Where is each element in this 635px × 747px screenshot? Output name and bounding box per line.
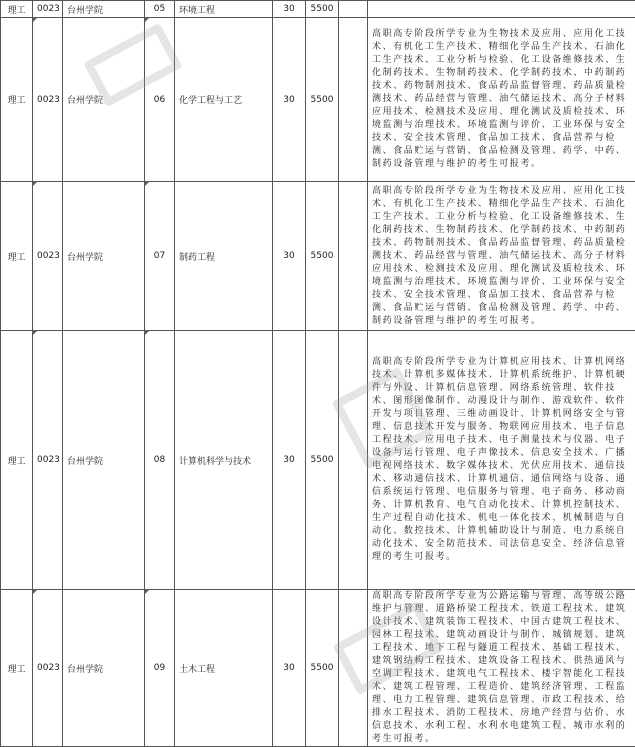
school-code-cell: 0023 [33,1,63,18]
category-cell: 理工 [1,182,33,331]
table-row [1,1,635,18]
category-cell: 理工 [1,590,33,747]
empty-cell [339,590,368,747]
school-code-cell: 0023 [33,590,63,747]
requirements-cell: 高职高专阶段所学专业为计算机应用技术、计算机网络技术、计算机多媒体技术、计算机系统维护、计算机硬件与外设、计算机信息管理、网络系统管理、软件技术、图形图像制作、动漫设计与制作、游戏软件、软件开发与项目管理、三维动画设计、计算机网络安全与管理、信息技术开发与服务、物联网应用技术、电子信息工程技术、应用电子技术、电子测量技术与仪器、电子设备与运行管理、电子声像技术、信息安全技术、广播电视网络技术、数字媒体技术、光伏应用技术、通信技术、移动通信技术、计算机通信、通信网络与设备、通信系统运行管理、电信服务与管理、电子商务、移动商务、计算机教育、电气自动化技术、计算机控制技术、生产过程自动化技术、机电一体化技术、机械制造与自动化、数控技术、计算机辅助设计与制造、电力系统自动化技术、安全防范技术、司法信息安全、经济信息管理的考生可报考。 [368,331,635,590]
requirements-cell: 高职高专阶段所学专业为生物技术及应用、应用化工技术、有机化工生产技术、精细化学品生产技术、石油化工生产技术、工业分析与检验、化工设备维修技术、生化制药技术、生物制药技术、化学制药技术、中药制药技术、药物制剂技术、食品药品监督管理、药品质量检测技术、药品经营与管理、油气储运技术、高分子材料应用技术、检测技术及应用、理化测试及质检技术、环境监测与治理技术、环境监测与评价、工业环保与安全技术、安全技术管理、食品加工技术、食品营养与检测、食品贮运与营销、食品检测及管理、药学、中药、制药设备管理与维护的考生可报考。 [368,18,635,182]
table-row [1,18,635,182]
empty-cell [339,18,368,182]
category-cell: 理工 [1,18,33,182]
table-row [1,182,635,331]
school-code-cell: 0023 [33,182,63,331]
major-code-cell: 06 [145,18,175,182]
major-code-cell: 09 [145,590,175,747]
tuition-cell: 5500 [306,18,339,182]
school-code-cell: 0023 [33,18,63,182]
school-name-cell: 台州学院 [63,331,145,590]
major-name-cell: 化学工程与工艺 [175,18,273,182]
major-name-cell: 制药工程 [175,182,273,331]
category-cell: 理工 [1,1,33,18]
empty-cell [339,331,368,590]
quota-cell: 30 [273,1,306,18]
school-name-cell: 台州学院 [63,18,145,182]
quota-cell: 30 [273,590,306,747]
school-code-cell: 0023 [33,331,63,590]
major-name-cell: 土木工程 [175,590,273,747]
major-name-cell: 环境工程 [175,1,273,18]
school-name-cell: 台州学院 [63,182,145,331]
school-name-cell: 台州学院 [63,590,145,747]
school-name-cell: 台州学院 [63,1,145,18]
tuition-cell: 5500 [306,331,339,590]
tuition-cell: 5500 [306,590,339,747]
table-row [1,590,635,747]
tuition-cell: 5500 [306,182,339,331]
major-name-cell: 计算机科学与技术 [175,331,273,590]
tuition-cell: 5500 [306,1,339,18]
quota-cell: 30 [273,182,306,331]
table-row [1,331,635,590]
quota-cell: 30 [273,331,306,590]
empty-cell [339,1,368,18]
quota-cell: 30 [273,18,306,182]
category-cell: 理工 [1,331,33,590]
requirements-cell [368,1,635,18]
requirements-cell: 高职高专阶段所学专业为公路运输与管理、高等级公路维护与管理、道路桥梁工程技术、铁道工程技术、建筑设计技术、建筑装饰工程技术、中国古建筑工程技术、园林工程技术、建筑动画设计与制作、城镇规划、建筑工程技术、地下工程与隧道工程技术、基础工程技术、建筑钢结构工程技术、建筑设备工程技术、供热通风与空调工程技术、建筑电气工程技术、楼宇智能化工程技术、建筑工程管理、工程造价、建筑经济管理、工程监理、电力工程管理、建筑信息管理、市政工程技术、给排水工程技术、消防工程技术、房地产经营与估价、水信息技术、水利工程、水利水电建筑工程、城市水利的考生可报考。 [368,590,635,747]
major-code-cell: 08 [145,331,175,590]
major-code-cell: 05 [145,1,175,18]
requirements-cell: 高职高专阶段所学专业为生物技术及应用、应用化工技术、有机化工生产技术、精细化学品生产技术、石油化工生产技术、工业分析与检验、化工设备维修技术、生化制药技术、生物制药技术、化学制药技术、中药制药技术、药物制剂技术、食品药品监督管理、药品质量检测技术、药品经营与管理、油气储运技术、高分子材料应用技术、检测技术及应用、理化测试及质检技术、环境监测与治理技术、环境监测与评价、工业环保与安全技术、安全技术管理、食品加工技术、食品营养与检测、食品贮运与营销、食品检测及管理、药学、中药、制药设备管理与维护的考生可报考。 [368,182,635,331]
major-code-cell: 07 [145,182,175,331]
empty-cell [339,182,368,331]
